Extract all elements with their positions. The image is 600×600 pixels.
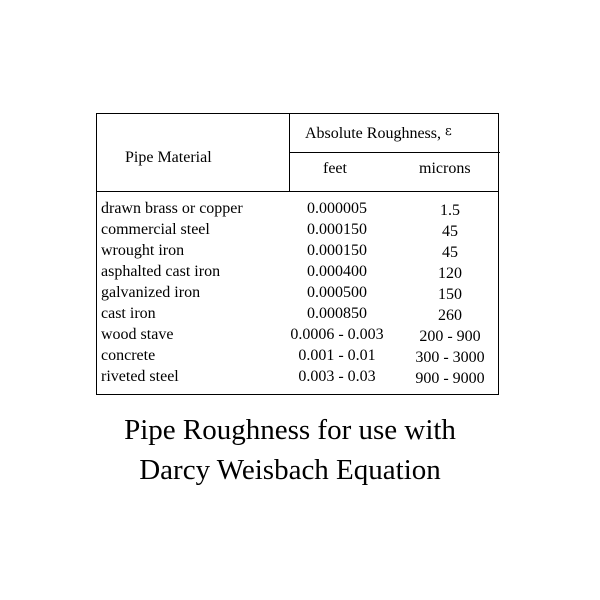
header-divider-vertical: [289, 114, 290, 192]
cell-microns: 200 - 900: [419, 328, 481, 345]
cell-material: wrought iron: [101, 242, 185, 259]
cell-microns: 150: [438, 286, 462, 303]
roughness-table: [96, 113, 499, 395]
column-header-feet: feet: [323, 160, 347, 177]
table-header: [97, 114, 498, 192]
cell-material: riveted steel: [101, 368, 179, 385]
table-row: [97, 305, 498, 326]
cell-microns: 300 - 3000: [415, 349, 485, 366]
cell-feet: 0.000150: [307, 242, 367, 259]
cell-microns: 900 - 9000: [415, 370, 485, 387]
cell-feet: 0.001 - 0.01: [298, 347, 376, 364]
cell-feet: 0.0006 - 0.003: [290, 326, 384, 343]
table-row: [97, 221, 498, 242]
caption-line-1: Pipe Roughness for use with: [124, 414, 456, 446]
table-row: [97, 284, 498, 305]
cell-material: drawn brass or copper: [101, 200, 243, 217]
cell-material: commercial steel: [101, 221, 210, 238]
cell-material: concrete: [101, 347, 156, 364]
cell-microns: 120: [438, 265, 462, 282]
column-header-roughness: [305, 124, 452, 143]
table-body: [97, 200, 498, 389]
cell-feet: 0.000005: [307, 200, 367, 217]
table-row: [97, 200, 498, 221]
table-row: [97, 242, 498, 263]
table-row: [97, 347, 498, 368]
header-divider-horizontal: [289, 152, 500, 153]
cell-feet: 0.000150: [307, 221, 367, 238]
cell-microns: 1.5: [440, 202, 460, 219]
table-row: [97, 368, 498, 389]
epsilon-symbol: ε: [445, 124, 452, 139]
cell-feet: 0.000850: [307, 305, 367, 322]
cell-material: galvanized iron: [101, 284, 201, 301]
cell-microns: 260: [438, 307, 462, 324]
cell-material: wood stave: [101, 326, 174, 343]
cell-microns: 45: [442, 244, 458, 261]
cell-feet: 0.000500: [307, 284, 367, 301]
roughness-label: Absolute Roughness,: [305, 125, 441, 142]
column-header-microns: microns: [419, 160, 471, 177]
table-row: [97, 263, 498, 284]
column-header-material: Pipe Material: [125, 149, 212, 166]
cell-material: asphalted cast iron: [101, 263, 221, 280]
table-row: [97, 326, 498, 347]
table-caption: [0, 410, 580, 490]
cell-feet: 0.003 - 0.03: [298, 368, 376, 385]
caption-line-2: Darcy Weisbach Equation: [139, 454, 441, 486]
cell-material: cast iron: [101, 305, 156, 322]
cell-microns: 45: [442, 223, 458, 240]
cell-feet: 0.000400: [307, 263, 367, 280]
